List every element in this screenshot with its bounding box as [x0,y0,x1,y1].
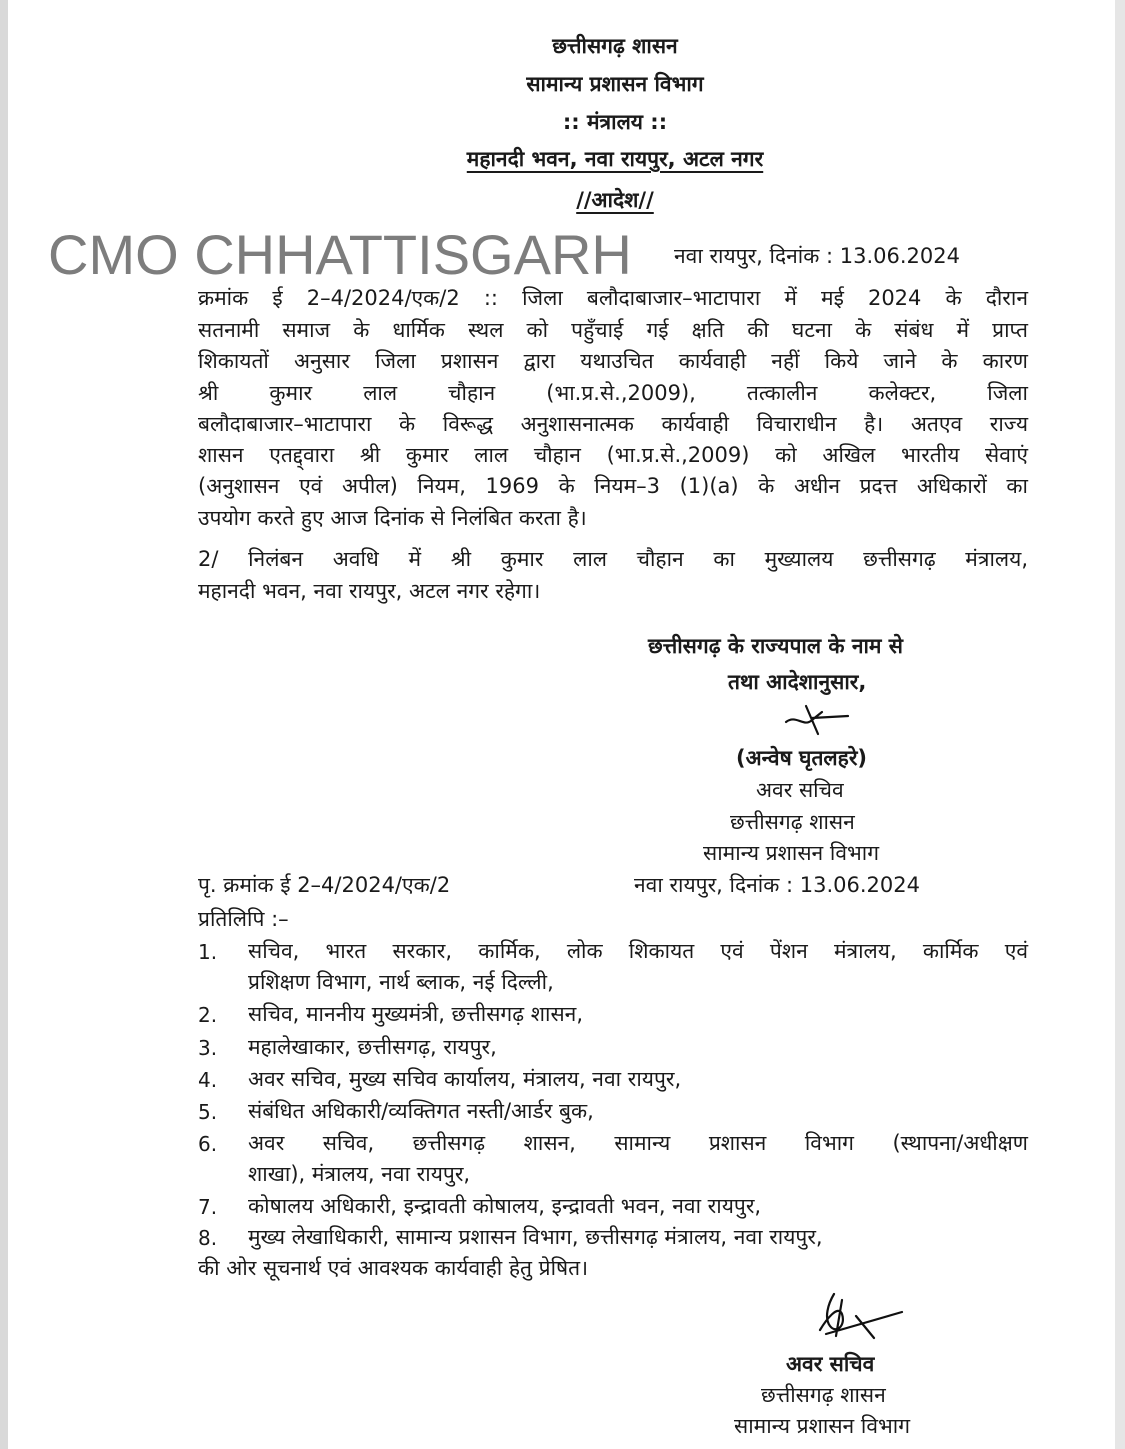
para1-line-2: सतनामी समाज के धार्मिक स्थल को पहुँचाई गई क्षति की घटना के संबंध में प्राप्त [198,318,1028,342]
header-address: महानदी भवन, नवा रायपुर, अटल नगर [466,147,764,171]
authority-line-1: छत्तीसगढ़ के राज्यपाल के नाम से [648,634,903,658]
copy-item-7: कोषालय अधिकारी, इन्द्रावती कोषालय, इन्द्रावती भवन, नवा रायपुर, [248,1194,762,1218]
signatory1-government: छत्तीसगढ़ शासन [730,810,855,834]
signatory2-government: छत्तीसगढ़ शासन [761,1383,886,1407]
copy-item-3: महालेखाकार, छत्तीसगढ़, रायपुर, [248,1035,497,1059]
copy-item-number: 4. [198,1068,218,1092]
para1-line-8: उपयोग करते हुए आज दिनांक से निलंबित करता है। [198,506,587,530]
copy-item-2: सचिव, माननीय मुख्यमंत्री, छत्तीसगढ़ शासन, [248,1002,583,1026]
header-department: सामान्य प्रशासन विभाग [526,72,704,96]
para1-line-1: क्रमांक ई 2–4/2024/एक/2 :: जिला बलौदाबाजार–भाटापारा में मई 2024 के दौरान [198,286,1028,310]
authority-line-2: तथा आदेशानुसार, [728,670,867,694]
para1-line-4: श्री कुमार लाल चौहान (भा.प्र.से.,2009), तत्कालीन कलेक्टर, जिला [198,381,1028,405]
copy-item-6-line-2: शाखा), मंत्रालय, नवा रायपुर, [248,1162,471,1186]
para1-line-5: बलौदाबाजार–भाटापारा के विरूद्ध अनुशासनात्मक कार्यवाही विचाराधीन है। अतएव राज्य [198,412,1028,436]
copy-item-number: 6. [198,1132,218,1156]
order-date: नवा रायपुर, दिनांक : 13.06.2024 [674,244,960,268]
signatory2-designation: अवर सचिव [786,1352,875,1376]
closing-line: की ओर सूचनार्थ एवं आवश्यक कार्यवाही हेतु प्रेषित। [198,1256,589,1280]
endorsement-number: पृ. क्रमांक ई 2–4/2024/एक/2 [198,873,451,897]
signatory2-department: सामान्य प्रशासन विभाग [734,1414,911,1438]
para2-line-1: 2/ निलंबन अवधि में श्री कुमार लाल चौहान का मुख्यालय छत्तीसगढ़ मंत्रालय, [198,547,1028,571]
signatory1-department: सामान्य प्रशासन विभाग [703,841,880,865]
para2-line-2: महानदी भवन, नवा रायपुर, अटल नगर रहेगा। [198,579,541,603]
copy-item-number: 2. [198,1003,218,1027]
copy-item-6-line-1: अवर सचिव, छत्तीसगढ़ शासन, सामान्य प्रशासन विभाग (स्थापना/अधीक्षण [248,1131,1028,1155]
copy-item-4: अवर सचिव, मुख्य सचिव कार्यालय, मंत्रालय, नवा रायपुर, [248,1067,682,1091]
page-left-edge [0,0,8,1449]
copy-item-number: 7. [198,1195,218,1219]
header-government: छत्तीसगढ़ शासन [552,34,678,58]
watermark-text: CMO CHHATTISGARH [48,223,632,286]
para1-line-3: शिकायतों अनुसार जिला प्रशासन द्वारा यथाउचित कार्यवाही नहीं किये जाने के कारण [198,349,1028,373]
copy-item-1-line-1: सचिव, भारत सरकार, कार्मिक, लोक शिकायत एवं पेंशन मंत्रालय, कार्मिक एवं [248,939,1028,963]
signatory1-designation: अवर सचिव [756,778,844,802]
copy-item-8: मुख्य लेखाधिकारी, सामान्य प्रशासन विभाग, छत्तीसगढ़ मंत्रालय, नवा रायपुर, [248,1225,823,1249]
header-ministry: :: मंत्रालय :: [562,110,668,134]
signatory1-name: (अन्वेष घृतलहरे) [736,746,868,770]
copy-item-5: संबंधित अधिकारी/व्यक्तिगत नस्ती/आर्डर बुक, [248,1099,594,1123]
para1-line-6: शासन एतद्द्वारा श्री कुमार लाल चौहान (भा.प्र.से.,2009) को अखिल भारतीय सेवाएं [198,443,1028,467]
signature-mark-2 [806,1290,906,1346]
order-title: //आदेश// [576,188,654,212]
copy-label: प्रतिलिपि :– [198,907,289,931]
para1-line-7: (अनुशासन एवं अपील) नियम, 1969 के नियम–3 (1)(a) के अधीन प्रदत्त अधिकारों का [198,474,1028,498]
copy-item-number: 8. [198,1226,218,1250]
endorsement-date: नवा रायपुर, दिनांक : 13.06.2024 [634,873,920,897]
copy-item-number: 1. [198,940,218,964]
copy-item-number: 3. [198,1036,218,1060]
copy-item-number: 5. [198,1100,218,1124]
page-right-edge [1115,0,1125,1449]
copy-item-1-line-2: प्रशिक्षण विभाग, नार्थ ब्लाक, नई दिल्ली, [248,970,554,994]
signature-mark-1 [782,702,854,738]
